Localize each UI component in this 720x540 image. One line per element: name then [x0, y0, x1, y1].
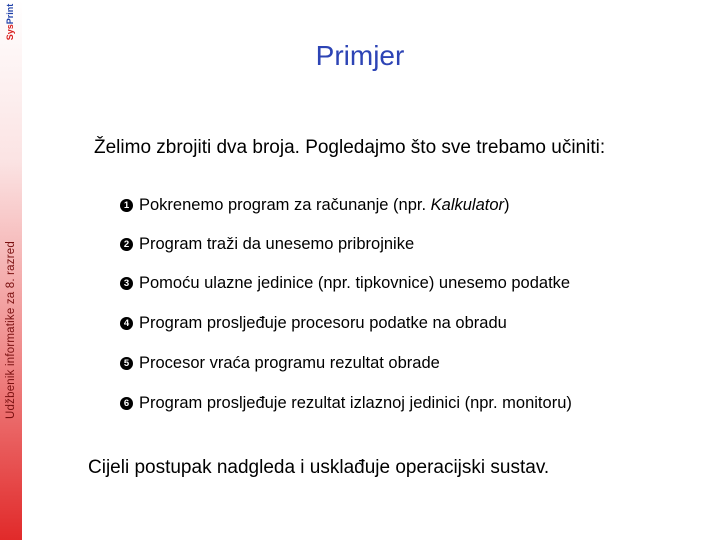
intro-text: Želimo zbrojiti dva broja. Pogledajmo što sve trebamo učiniti:: [94, 137, 606, 158]
step-text: Program traži da unesemo pribrojnike: [139, 235, 415, 253]
sidebar-caption: Udžbenik informatike za 8. razred: [5, 241, 17, 419]
number-bullet-icon: 4: [120, 317, 133, 330]
step-text: Program prosljeđuje rezultat izlaznoj jedinici (npr. monitoru): [139, 394, 572, 412]
number-bullet-icon: 2: [120, 238, 133, 251]
step-text: Procesor vraća programu rezultat obrade: [139, 354, 440, 372]
number-bullet-icon: 5: [120, 357, 133, 370]
publisher-logo: [1, 2, 19, 42]
step-text: Pokrenemo program za računanje (npr. Kalkulator): [139, 196, 510, 214]
number-bullet-icon: 3: [120, 277, 133, 290]
number-bullet-icon: 6: [120, 397, 133, 410]
step-item: [120, 274, 570, 293]
number-bullet-icon: 1: [120, 199, 133, 212]
step-item: [120, 235, 414, 254]
step-text: Program prosljeđuje procesoru podatke na obradu: [139, 314, 507, 332]
logo-text: SysPrint: [5, 3, 15, 41]
slide-title: Primjer: [315, 40, 405, 71]
step-text: Pomoću ulazne jedinice (npr. tipkovnice) unesemo podatke: [139, 274, 571, 292]
step-item: [120, 314, 507, 333]
conclusion-text: Cijeli postupak nadgleda i usklađuje operacijski sustav.: [88, 457, 550, 478]
step-item: [120, 196, 510, 215]
sidebar-strip: [0, 0, 22, 540]
step-item: [120, 394, 572, 413]
step-item: [120, 354, 440, 373]
